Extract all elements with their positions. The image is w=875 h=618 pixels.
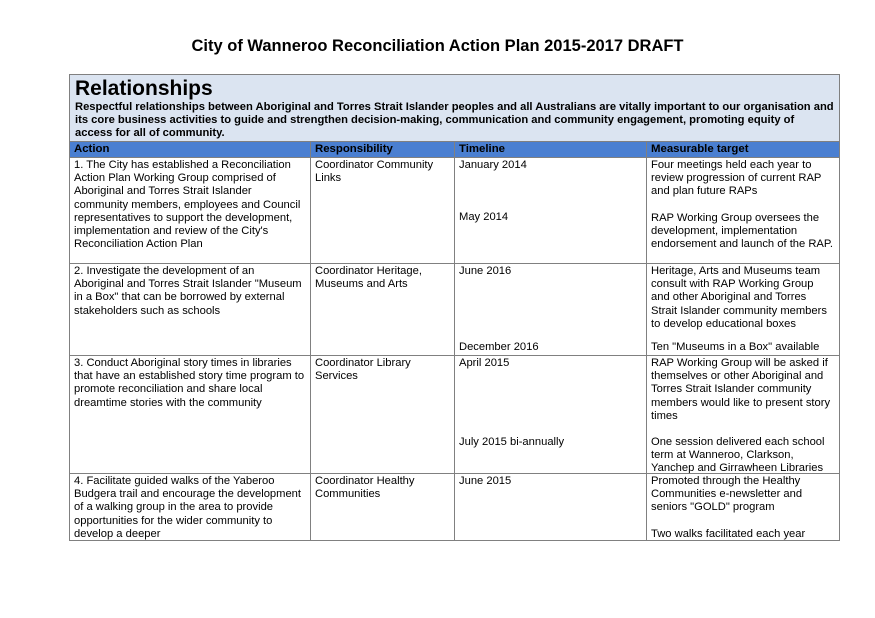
column-header-responsibility: Responsibility xyxy=(311,142,455,158)
timeline-cell xyxy=(455,356,647,474)
action-text: 4. Facilitate guided walks of the Yaberoo Budgera trail and encourage the development of a walking group in the area to provide opportunities for the wider community to develop a deeper xyxy=(74,475,302,540)
target-entry: Promoted through the Healthy Communities e-newsletter and seniors "GOLD" program xyxy=(651,475,803,514)
timeline-entry: April 2015 xyxy=(459,357,510,369)
action-text: 2. Investigate the development of an Aboriginal and Torres Strait Islander "Museum in a Box" that can be borrowed by external stakeholders such as schools xyxy=(74,265,302,317)
timeline-entry: December 2016 xyxy=(459,340,539,353)
responsibility-text: Coordinator Community Links xyxy=(315,159,434,185)
target-cell xyxy=(647,474,839,540)
timeline-cell xyxy=(455,264,647,356)
section-description: Respectful relationships between Aboriginal and Torres Strait Islander peoples and all Australians are vitally important to our organisation and its core business activities to guide and strengthen decision-making, communication and community engagement, promoting equity of access for all of community. xyxy=(75,101,834,139)
action-cell xyxy=(70,158,311,264)
column-header-timeline: Timeline xyxy=(455,142,647,158)
timeline-entry: July 2015 bi-annually xyxy=(459,436,565,449)
action-cell xyxy=(70,474,311,540)
target-cell xyxy=(647,356,839,474)
responsibility-cell xyxy=(311,158,455,264)
target-entry: RAP Working Group oversees the development, implementation endorsement and launch of the RAP. xyxy=(651,211,834,251)
timeline-entry: June 2015 xyxy=(459,475,512,487)
target-cell xyxy=(647,264,839,356)
timeline-entry: January 2014 xyxy=(459,159,527,171)
target-cell xyxy=(647,158,839,264)
target-entry: Heritage, Arts and Museums team consult with RAP Working Group and other Aboriginal and Torres Strait Islander community members to develop educational boxes xyxy=(651,265,827,330)
target-entry: Two walks facilitated each year xyxy=(651,527,806,540)
timeline-cell xyxy=(455,158,647,264)
action-cell xyxy=(70,356,311,474)
document-title: City of Wanneroo Reconciliation Action Plan 2015-2017 DRAFT xyxy=(191,37,684,55)
target-entry: One session delivered each school term at Wanneroo, Clarkson, Yanchep and Girrawheen Libraries xyxy=(651,436,825,474)
responsibility-text: Coordinator Library Services xyxy=(315,357,411,383)
responsibility-text: Coordinator Heritage, Museums and Arts xyxy=(315,265,422,291)
section-header xyxy=(70,75,839,142)
column-header-action: Action xyxy=(70,142,311,158)
target-entry: Four meetings held each year to review progression of current RAP and plan future RAPs xyxy=(651,159,822,198)
action-cell xyxy=(70,264,311,356)
responsibility-cell xyxy=(311,474,455,540)
responsibility-cell xyxy=(311,264,455,356)
target-entry: Ten "Museums in a Box" available xyxy=(651,340,820,353)
timeline-entry: May 2014 xyxy=(459,211,509,224)
action-text: 3. Conduct Aboriginal story times in libraries that have an established story time program to promote reconciliation and share local dreamtime stories with the community xyxy=(74,357,305,409)
column-header-measurable-target: Measurable target xyxy=(647,142,839,158)
target-entry: RAP Working Group will be asked if themselves or other Aboriginal and Torres Strait Islander community members would like to present story times xyxy=(651,357,831,422)
timeline-entry: June 2016 xyxy=(459,265,512,277)
responsibility-text: Coordinator Healthy Communities xyxy=(315,475,415,501)
reconciliation-plan-table xyxy=(69,74,840,541)
responsibility-cell xyxy=(311,356,455,474)
timeline-cell xyxy=(455,474,647,540)
action-text: 1. The City has established a Reconciliation Action Plan Working Group comprised of Aboriginal and Torres Strait Islander community members, employees and Council representatives to support the development, implementation and review of the City's Reconciliation Action Plan xyxy=(74,159,301,251)
section-heading: Relationships xyxy=(75,77,213,100)
plan-grid xyxy=(70,142,839,540)
